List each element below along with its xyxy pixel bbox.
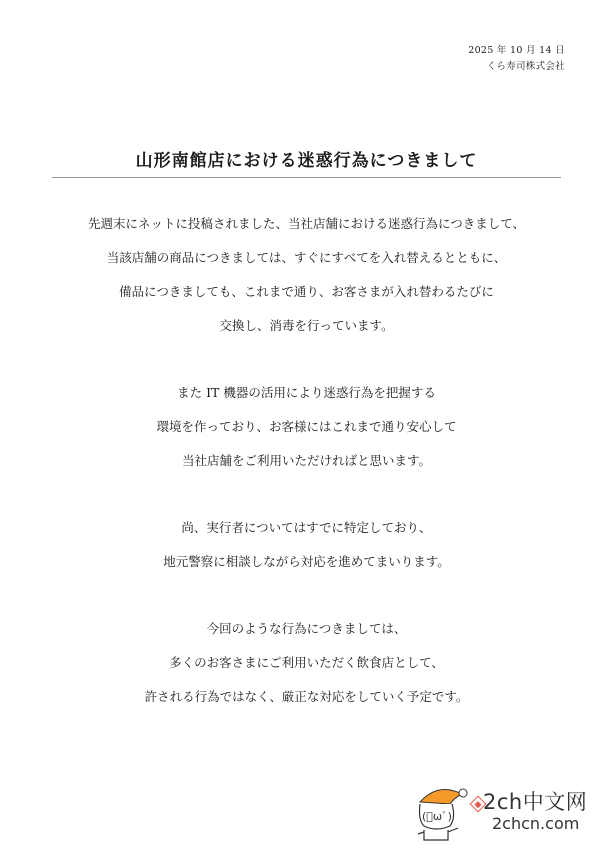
paragraph <box>0 207 613 343</box>
mascot-icon <box>410 780 480 846</box>
document-body <box>0 207 613 714</box>
body-line: 許される行為ではなく、厳正な対応をしていく予定です。 <box>144 689 469 704</box>
body-line: 交換し、消毒を行っています。 <box>219 318 394 333</box>
paragraph <box>0 612 613 714</box>
watermark <box>410 780 600 846</box>
body-line: 先週末にネットに投稿されました、当社店舗における迷惑行為につきまして、 <box>87 216 525 231</box>
paragraph-gap <box>0 579 613 612</box>
body-line: また IT 機器の活用により迷惑行為を把握する <box>177 385 436 400</box>
svg-text:(ﾟωﾟ): (ﾟωﾟ) <box>422 810 452 823</box>
body-line: 多くのお客さまにご利用いただく飲食店として、 <box>169 655 444 670</box>
company-name: くら寿司株式会社 <box>486 61 565 72</box>
paragraph <box>0 511 613 579</box>
body-line: 今回のような行為につきましては、 <box>206 621 407 636</box>
body-line: 環境を作っており、お客様にはこれまで通り安心して <box>156 419 457 434</box>
document-header <box>468 43 565 75</box>
document-title: 山形南館店における迷惑行為につきまして <box>135 151 478 171</box>
body-line: 尚、実行者についてはすでに特定しており、 <box>181 520 432 535</box>
title-divider <box>52 177 561 178</box>
watermark-url: 2chcn.com <box>492 814 580 833</box>
issue-date: 2025 年 10 月 14 日 <box>468 45 565 56</box>
paragraph-gap <box>0 478 613 511</box>
body-line: 備品につきましても、これまで通り、お客さまが入れ替わるたびに <box>119 284 494 299</box>
body-line: 当社店舗をご利用いただければと思います。 <box>181 453 431 468</box>
body-line: 当該店舗の商品につきましては、すぐにすべてを入れ替えるとともに、 <box>106 250 507 265</box>
watermark-title: 2ch中文网 <box>483 790 588 814</box>
paragraph <box>0 376 613 478</box>
body-line: 地元警察に相談しながら対応を進めてまいります。 <box>163 554 450 569</box>
paragraph-gap <box>0 343 613 376</box>
